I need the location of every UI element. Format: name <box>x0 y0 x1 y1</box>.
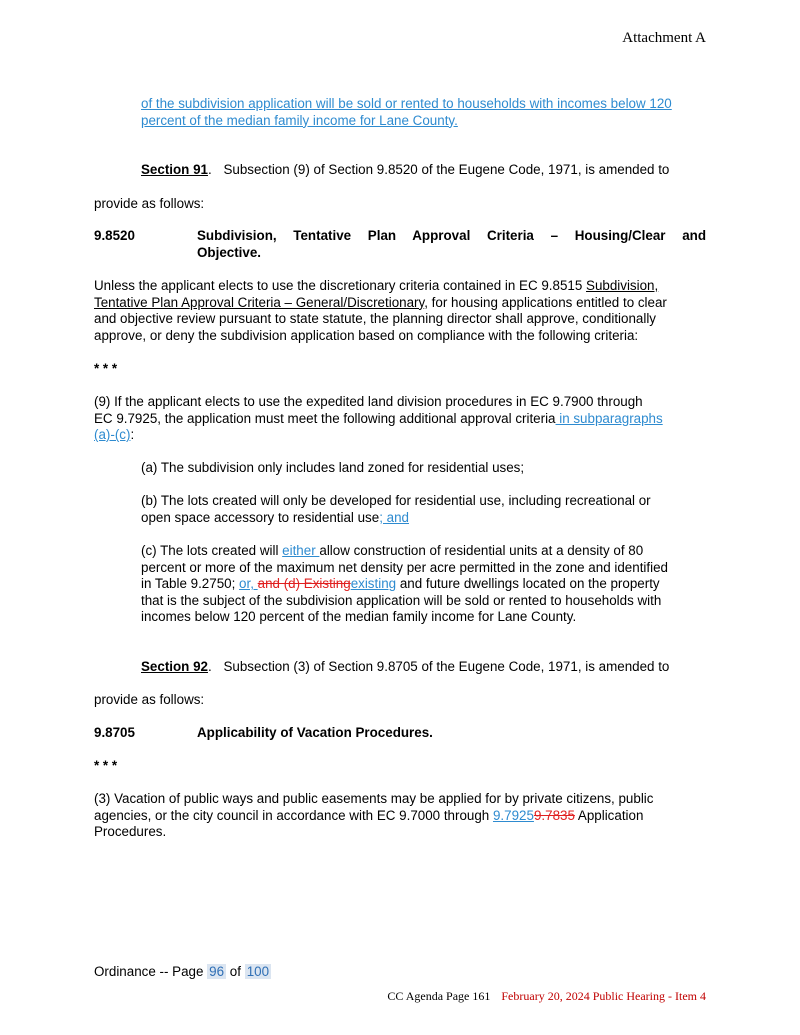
deleted-9-7835: 9.7835 <box>533 807 575 823</box>
total-page-count: 100 <box>246 964 270 979</box>
criterion-b: (b) The lots created will only be developed for residential use, including recreational or open space accessory to residential use; and <box>141 493 651 525</box>
discretionary-criteria-link-1: Subdivision, <box>586 278 659 293</box>
section-92-continuation: provide as follows: <box>94 692 205 707</box>
code-number-9-8705: 9.8705 <box>94 725 135 740</box>
subsection-3-paragraph: (3) Vacation of public ways and public easements may be applied for by private citizens, public agencies, or the city council in accordance with EC 9.7000 through 9.79259.7835 Application Procedures. <box>94 791 654 840</box>
attachment-label: Attachment A <box>622 30 706 46</box>
deleted-and-d-existing: and (d) Existing <box>257 576 351 592</box>
criterion-a: (a) The subdivision only includes land zoned for residential uses; <box>141 460 525 475</box>
page-counter: Ordinance -- Page 96 of 100 <box>94 964 270 979</box>
agenda-footer <box>387 988 706 1005</box>
inserted-existing: existing <box>350 576 397 592</box>
subsection-9-paragraph: (9) If the applicant elects to use the expedited land division procedures in EC 9.7900 through EC 9.7925, the application must meet the following additional approval criteria in subparagraphs (a)-(c): <box>94 394 663 443</box>
section-92-text: Subsection (3) of Section 9.8705 of the Eugene Code, 1971, is amended to <box>223 659 670 674</box>
code-title-9-8520: Subdivision, Tentative Plan Approval Criteria – Housing/Clear and Objective. <box>197 228 706 260</box>
intro-paragraph <box>141 96 706 129</box>
discretionary-criteria-link-2: Tentative Plan Approval Criteria – General/Discretionary <box>94 294 425 310</box>
section-91-continuation: provide as follows: <box>94 196 205 211</box>
current-page-number: 96 <box>209 964 225 979</box>
intro-line-1: of the subdivision application will be sold or rented to households with incomes below 120 <box>141 96 672 111</box>
code-title-9-8705: Applicability of Vacation Procedures. <box>197 725 433 740</box>
criteria-paragraph: Unless the applicant elects to use the discretionary criteria contained in EC 9.8515 Subdivision, Tentative Plan Approval Criteria – General/Discretionary, for housing applications entitled to clear and objective review pursuant to state statute, the planning director shall approve, conditionally approve, or deny the subdivision application based on compliance with the following criteria: <box>94 278 667 343</box>
inserted-9-7925: 9.7925 <box>492 807 534 823</box>
section-91-text: Subsection (9) of Section 9.8520 of the Eugene Code, 1971, is amended to <box>223 162 670 177</box>
agenda-page: CC Agenda Page 161 <box>387 989 491 1003</box>
inserted-and: ; and <box>379 509 409 525</box>
hearing-label: February 20, 2024 Public Hearing - Item 4 <box>501 989 706 1003</box>
ellipsis-stars-1: * * * <box>94 361 118 376</box>
section-91-heading: Section 91. Subsection (9) of Section 9.8520 of the Eugene Code, 1971, is amended to <box>141 162 670 177</box>
intro-line-2: percent of the median family income for Lane County. <box>141 112 458 128</box>
code-number-9-8520: 9.8520 <box>94 228 135 243</box>
inserted-either: either <box>282 543 320 558</box>
section-92-title: Section 92 <box>141 659 208 674</box>
section-91-title: Section 91 <box>141 162 208 177</box>
inserted-or: or, <box>239 576 258 592</box>
ellipsis-stars-2: * * * <box>94 758 118 773</box>
inserted-subparagraphs: in subparagraphs <box>555 410 663 426</box>
criterion-c: (c) The lots created will either allow construction of residential units at a density of 80 percent or more of the maximum net density per acre permitted in the zone and identified in Table 9.2750; or, and (d) Existingexisting and future dwellings located on the property that is the subject of the subdivision application will be sold or rented to households with incomes below 120 percent of the median family income for Lane County. <box>141 543 668 625</box>
section-92-heading: Section 92. Subsection (3) of Section 9.8705 of the Eugene Code, 1971, is amended to <box>141 659 670 674</box>
inserted-a-c: (a)-(c) <box>94 427 131 443</box>
